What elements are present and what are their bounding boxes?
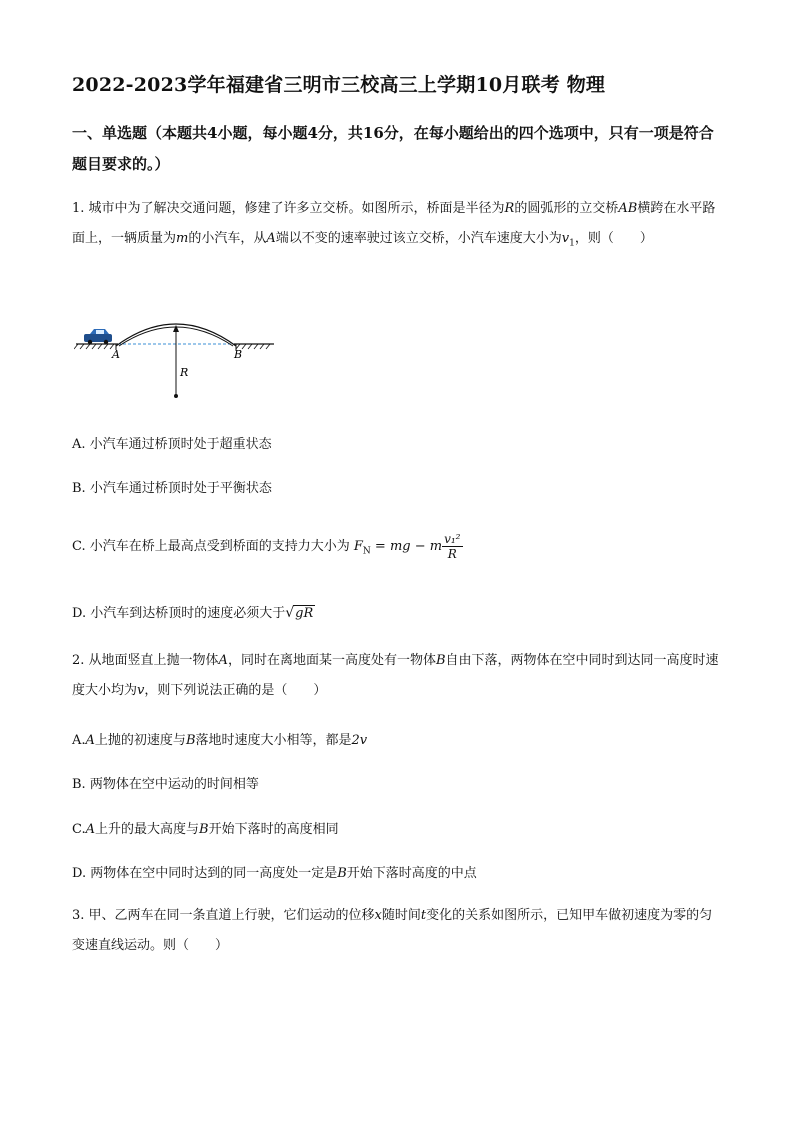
q1-option-c: C. 小汽车在桥上最高点受到桥面的支持力大小为 $F_N$ = mg − m $\frac{\text{v₁²}}{R}$ — [72, 532, 461, 561]
q2-option-d: D. 两物体在空中同时达到的同一高度处一定是B开始下落时高度的中点 — [72, 866, 477, 881]
label-a: A — [112, 348, 120, 361]
q2-option-c: C.A上升的最大高度与B开始下落时的高度相同 — [72, 822, 339, 837]
q1-option-d: D. 小汽车到达桥顶时的速度必须大于√gR — [72, 605, 314, 621]
bridge-figure — [74, 316, 279, 404]
label-r: R — [180, 366, 189, 379]
question-3-stem: 3. 甲、乙两车在同一条直道上行驶，它们运动的位移x随时间t变化的关系如图所示，已知甲车做初速度为零的匀变速直线运动。则（ ） — [72, 908, 713, 953]
q2-option-a: A.A上抛的初速度与B落地时速度大小相等，都是2v — [72, 733, 368, 748]
label-b: B — [234, 348, 243, 361]
q1-option-b: B. 小汽车通过桥顶时处于平衡状态 — [72, 481, 272, 496]
question-2-stem: 2. 从地面竖直上抛一物体A，同时在离地面某一高度处有一物体B自由下落，两物体在空中同时到达同一高度时速度大小均为v，则下列说法正确的是（ ） — [72, 653, 719, 698]
fraction: $\frac{\text{v₁²}}{R}$ — [444, 532, 461, 561]
section-heading: 一、单选题（本题共4小题，每小题4分，共16分，在每小题给出的四个选项中，只有一项是符合题目要求的。） — [72, 124, 714, 173]
question-1-stem: 1. 城市中为了解决交通问题，修建了许多立交桥。如图所示，桥面是半径为R的圆弧形的立交桥AB横跨在水平路面上，一辆质量为m的小汽车，从A端以不变的速率驶过该立交桥，小汽车速度大小为$v_1$，则（ ） — [72, 201, 716, 249]
q2-option-b: B. 两物体在空中运动的时间相等 — [72, 777, 259, 792]
page-title: 2022-2023学年福建省三明市三校高三上学期10月联考 物理 — [72, 74, 606, 96]
q1-option-a: A. 小汽车通过桥顶时处于超重状态 — [72, 437, 272, 452]
car-icon — [84, 329, 112, 344]
